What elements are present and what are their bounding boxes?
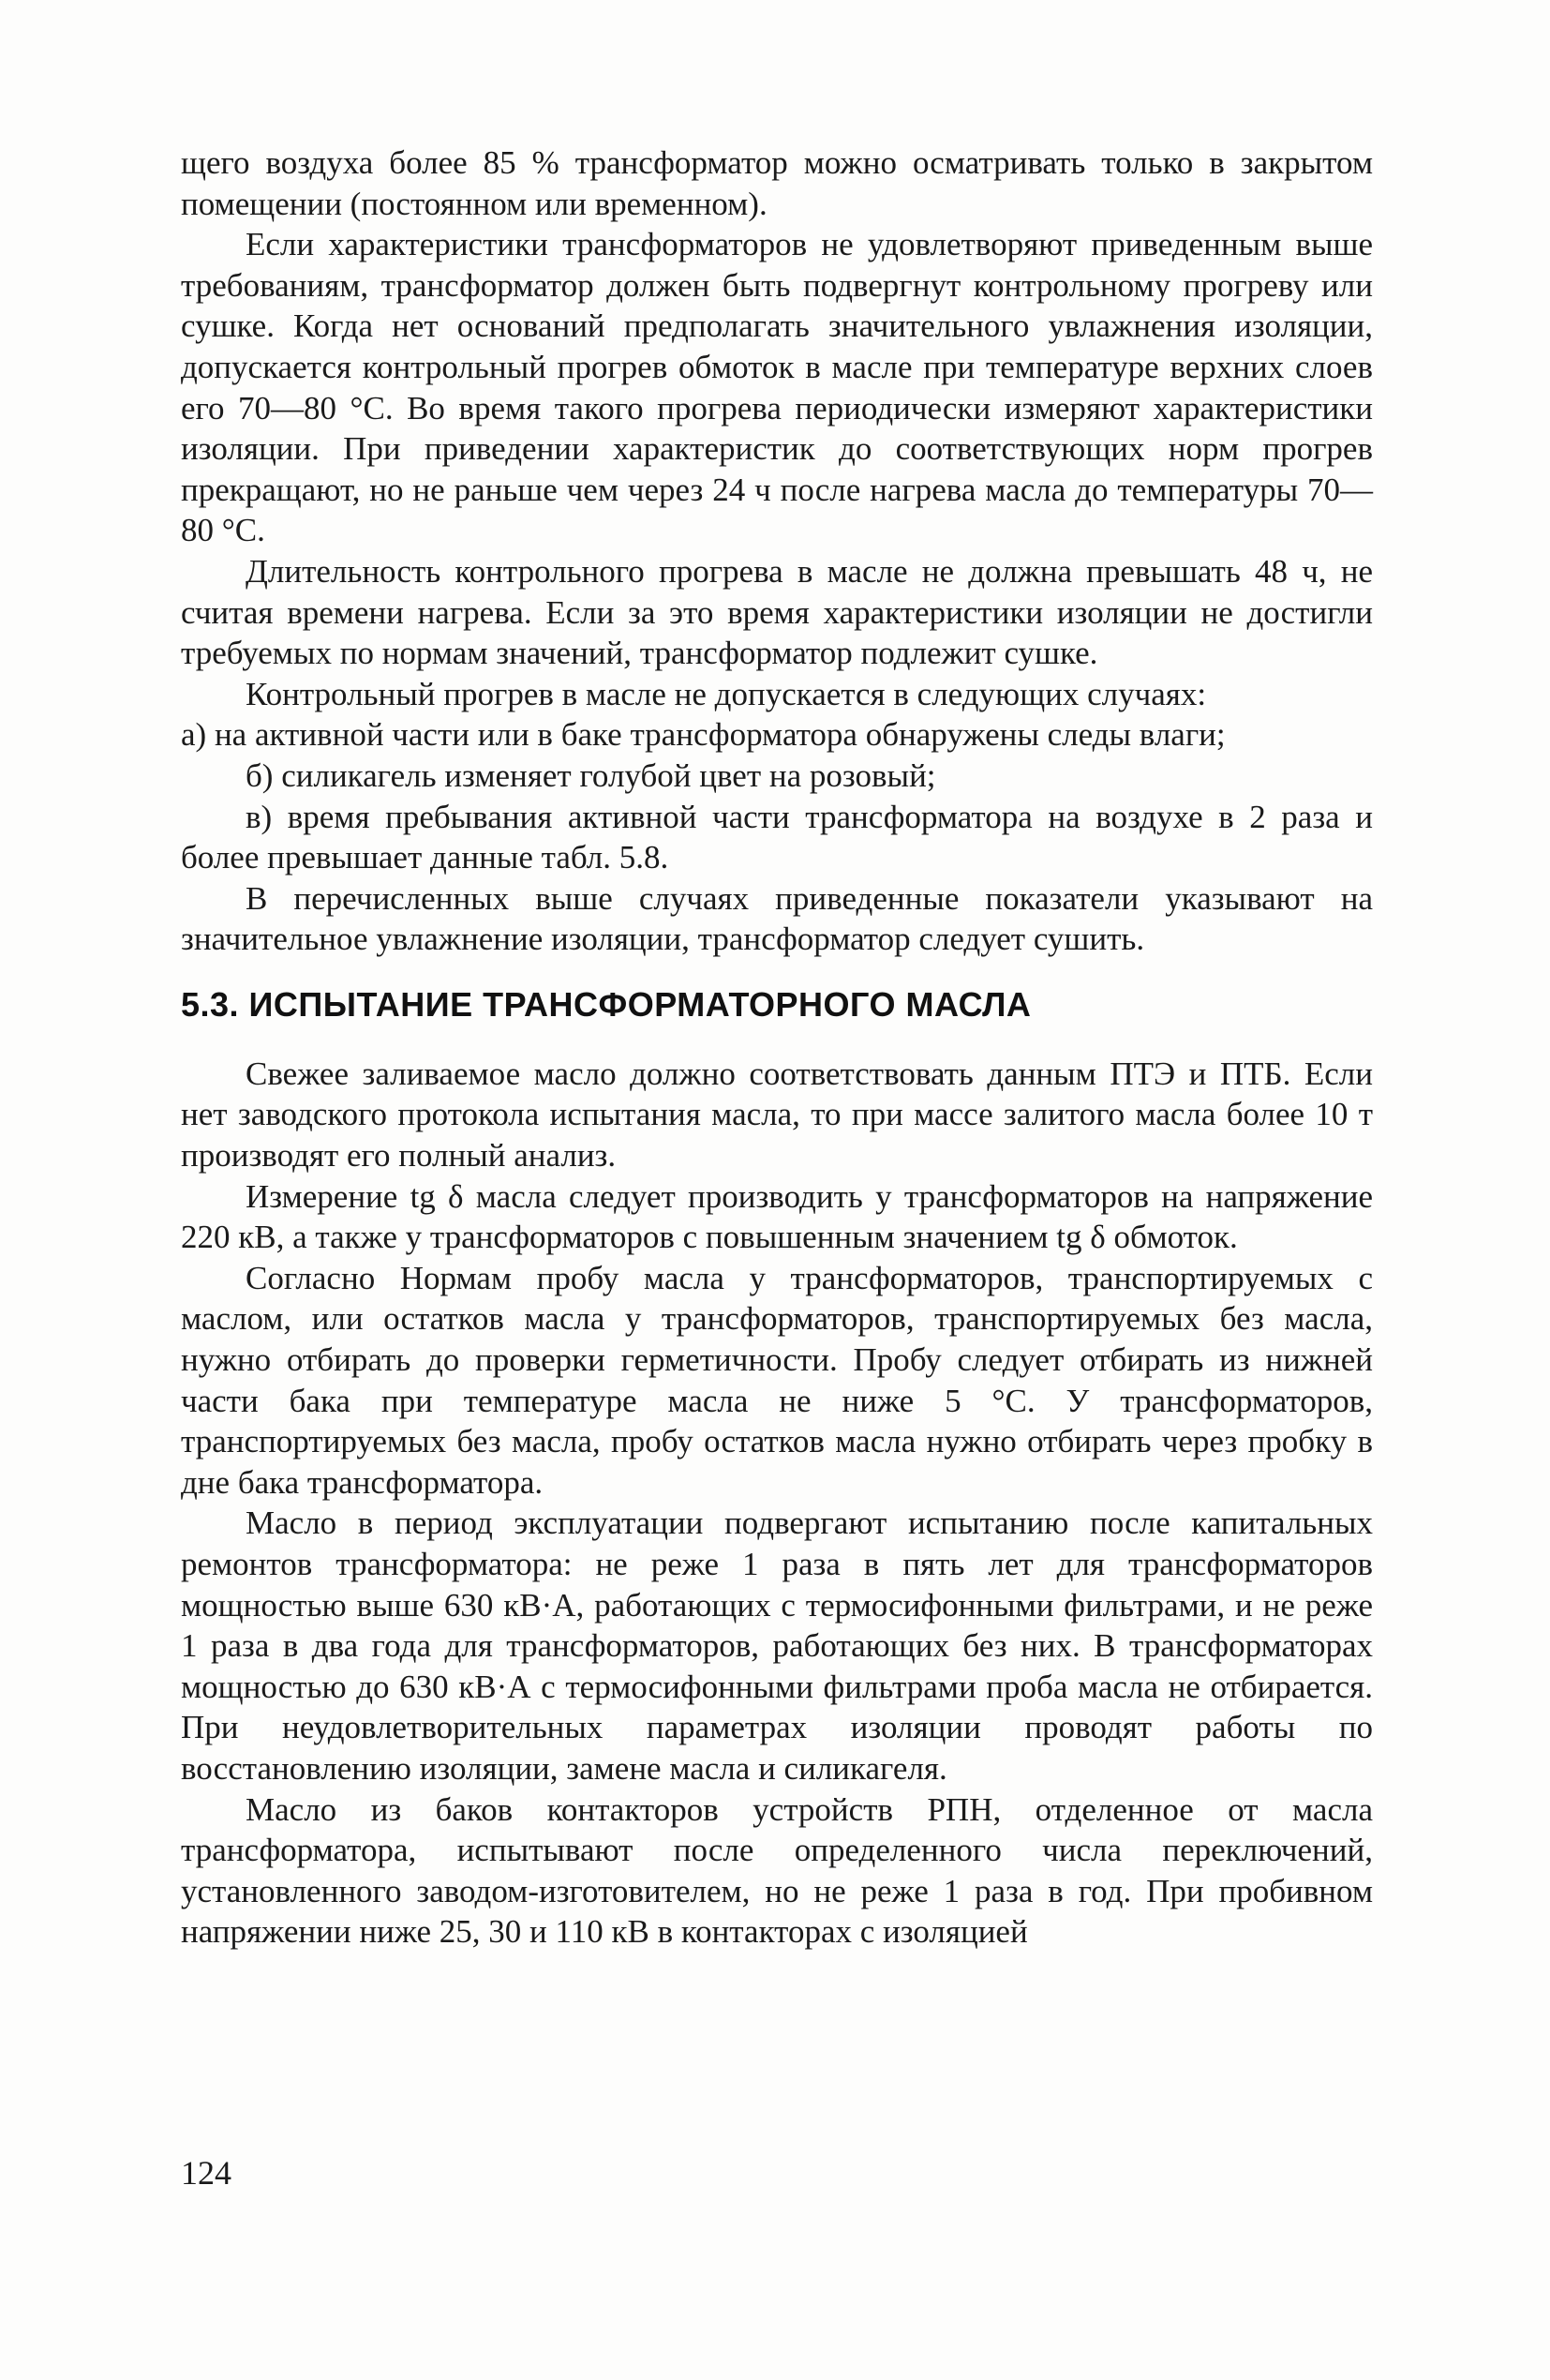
list-item-b: б) силикагель изменяет голубой цвет на розовый;	[246, 756, 936, 794]
paragraph-tg-delta: Измерение tg δ масла следует производить у трансформаторов на напряжение 220 кВ, а также у трансформаторов с повышенным значением tg δ обмоток.	[181, 1177, 1373, 1256]
list-item-c: в) время пребывания активной части трансформатора на воздухе в 2 раза и более превышает данные табл. 5.8.	[181, 798, 1373, 876]
paragraph-rpn-contactors: Масло из баков контакторов устройств РПН, отделенное от масла трансформатора, испытывают после определенного числа переключений, установленного заводом-изготовителем, но не реже 1 раза в год. При пробивном напряжении ниже 25, 30 и 110 кВ в контакторах с изоляцией	[181, 1790, 1373, 1951]
paragraph-oil-in-service: Масло в период эксплуатации подвергают испытанию после капитальных ремонтов трансформатора: не реже 1 раза в пять лет для трансформаторов мощностью выше 630 кВ·А, работающих с термосифонными фильтрами, и не реже 1 раза в два года для трансформаторов, работающих без них. В трансформаторах мощностью до 630 кВ·А с термосифонными фильтрами проба масла не отбирается. При неудовлетворительных параметрах изоляции проводят работы по восстановлению изоляции, замене масла и силикагеля.	[181, 1504, 1373, 1787]
paragraph-listed-cases: В перечисленных выше случаях приведенные показатели указывают на значительное увлажнение изоляции, трансформатор следует сушить.	[181, 879, 1373, 958]
list-item-a: а) на активной части или в баке трансформатора обнаружены следы влаги;	[181, 716, 1226, 754]
paragraph-continuation: щего воздуха более 85 % трансформатор можно осматривать только в закрытом помещении (постоянном или временном).	[181, 144, 1373, 222]
paragraph-control-heating: Если характеристики трансформаторов не удовлетворяют приведенным выше требованиям, трансформатор должен быть подвергнут контрольному прогреву или сушке. Когда нет оснований предполагать значительного увлажнения изоляции, допускается контрольный прогрев обмоток в масле при температуре верхних слоев его 70—80 °С. Во время такого прогрева периодически измеряют характеристики изоляции. При приведении характеристик до соответствующих норм прогрев прекращают, но не раньше чем через 24 ч после нагрева масла до температуры 70—80 °С.	[181, 226, 1373, 549]
paragraph-oil-sampling: Согласно Нормам пробу масла у трансформаторов, транспортируемых с маслом, или остатков масла у трансформаторов, транспортируемых без масла, нужно отбирать до проверки герметичности. Пробу следует отбирать из нижней части бака при температуре масла не ниже 5 °С. У трансформаторов, транспортируемых без масла, пробу остатков масла нужно отбирать через пробку в дне бака трансформатора.	[181, 1259, 1373, 1501]
page-number: 124	[181, 2154, 231, 2192]
paragraph-fresh-oil: Свежее заливаемое масло должно соответствовать данным ПТЭ и ПТБ. Если нет заводского протокола испытания масла, то при массе залитого масла более 10 т производят его полный анализ.	[181, 1055, 1373, 1175]
section-heading: 5.3. ИСПЫТАНИЕ ТРАНСФОРМАТОРНОГО МАСЛА	[181, 984, 1032, 1024]
paragraph-not-allowed-cases: Контрольный прогрев в масле не допускается в следующих случаях:	[246, 675, 1207, 712]
paragraph-heating-duration: Длительность контрольного прогрева в масле не должна превышать 48 ч, не считая времени нагрева. Если за это время характеристики изоляции не достигли требуемых по нормам значений, трансформатор подлежит сушке.	[181, 552, 1373, 672]
page-body	[181, 142, 1373, 1953]
